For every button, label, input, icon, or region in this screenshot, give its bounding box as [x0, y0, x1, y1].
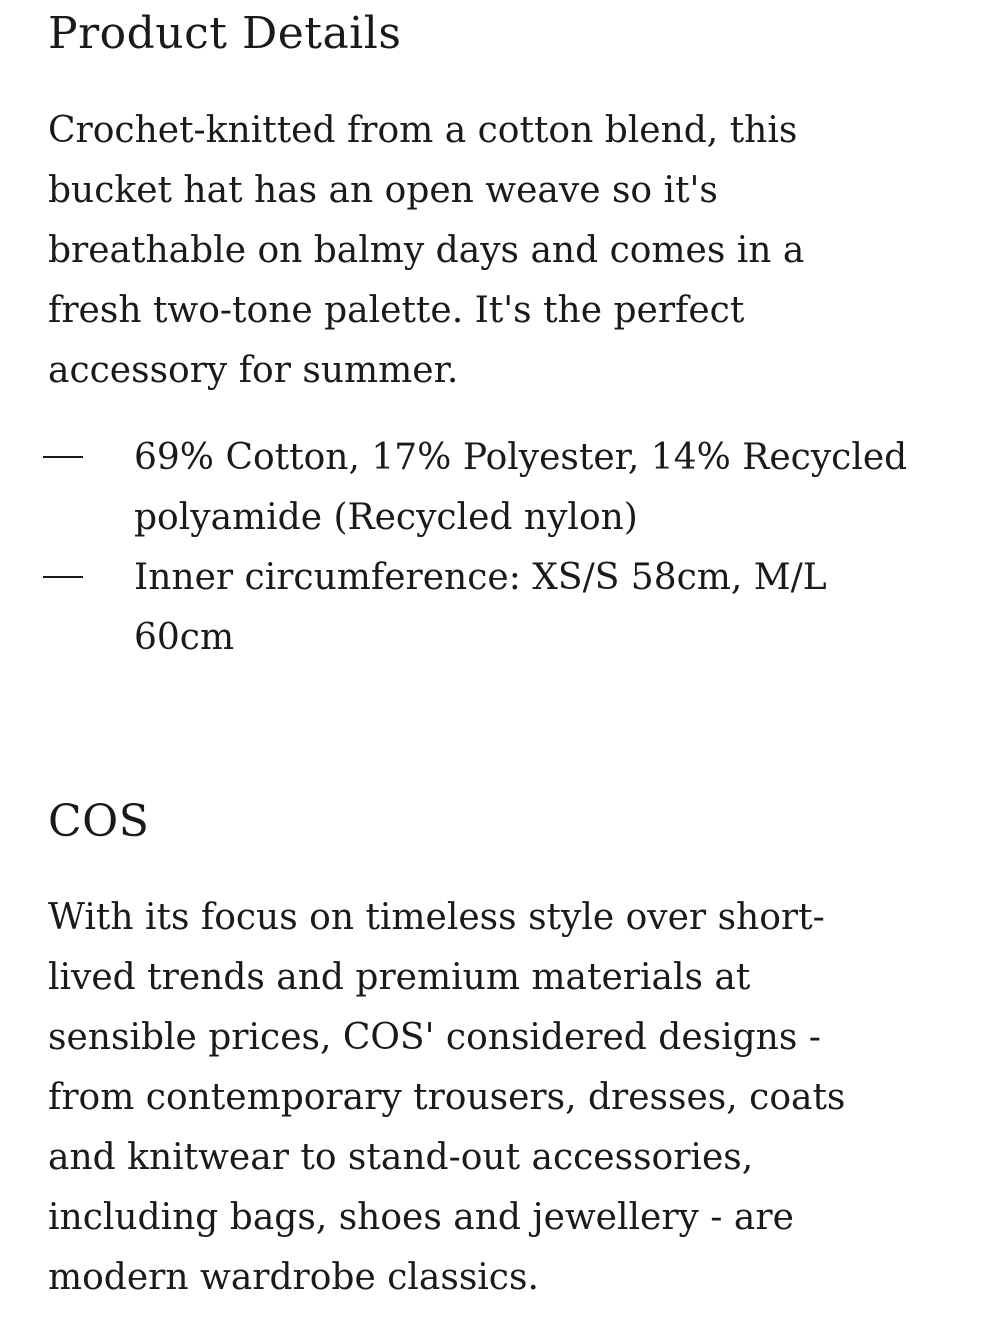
brand-description-line: modern wardrobe classics.	[48, 1257, 539, 1298]
brand-description-line: including bags, shoes and jewellery - are	[48, 1197, 794, 1238]
brand-description	[48, 888, 928, 1308]
brand-description-line: sensible prices, COS' considered designs -	[48, 1017, 821, 1058]
spec-item-line: polyamide (Recycled nylon)	[134, 497, 638, 538]
product-description-line: bucket hat has an open weave so it's	[48, 170, 718, 211]
spec-item-composition	[0, 428, 1000, 548]
brand-description-line: from contemporary trousers, dresses, coats	[48, 1077, 846, 1118]
product-description-line: breathable on balmy days and comes in a	[48, 230, 805, 271]
brand-description-line: and knitwear to stand-out accessories,	[48, 1137, 754, 1178]
spec-item-line: 69% Cotton, 17% Polyester, 14% Recycled	[134, 437, 908, 478]
dash-bullet-icon	[43, 576, 83, 578]
brand-heading: COS	[48, 796, 150, 847]
dash-bullet-icon	[43, 456, 83, 458]
spec-item-line: Inner circumference: XS/S 58cm, M/L	[134, 557, 827, 598]
product-specs-list	[0, 428, 1000, 668]
spec-item-line: 60cm	[134, 617, 235, 658]
brand-description-line: With its focus on timeless style over short-	[48, 897, 825, 938]
spec-item-circumference	[0, 548, 1000, 668]
product-description-line: accessory for summer.	[48, 350, 459, 391]
product-description-line: Crochet-knitted from a cotton blend, this	[48, 110, 798, 151]
product-details-heading: Product Details	[48, 8, 402, 59]
product-description-line: fresh two-tone palette. It's the perfect	[48, 290, 745, 331]
product-description	[48, 101, 928, 401]
brand-description-line: lived trends and premium materials at	[48, 957, 751, 998]
